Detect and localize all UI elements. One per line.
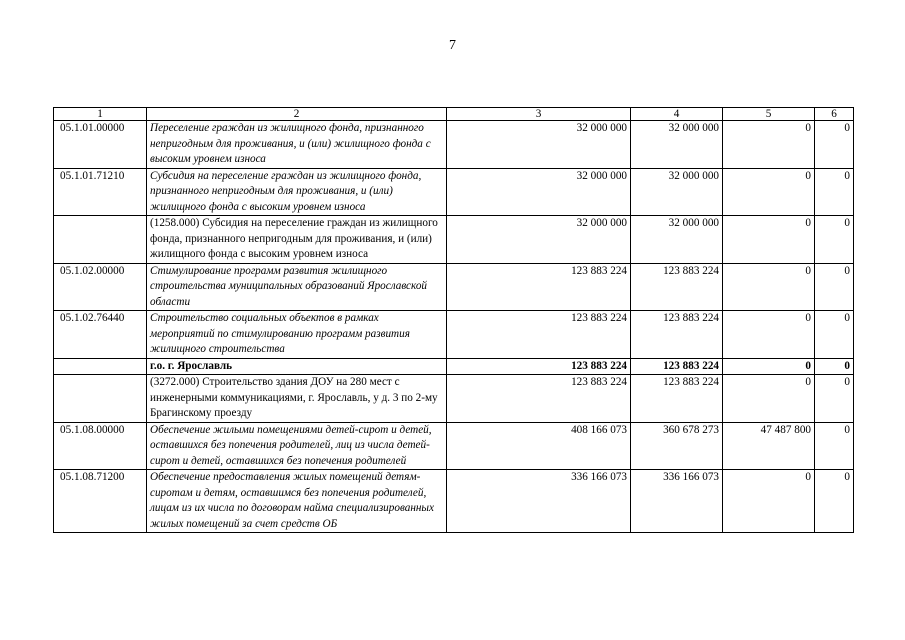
- budget-table: [53, 107, 854, 533]
- table-row: [54, 216, 854, 264]
- name-cell: (3272.000) Строительство здания ДОУ на 280 мест с инженерными коммуникациями, г. Ярославль, у д. 3 по 2-му Брагинскому проезду: [147, 375, 447, 423]
- header-cell-6: 6: [815, 108, 854, 121]
- code-cell: [54, 375, 147, 423]
- table-row: [54, 121, 854, 169]
- table-row: [54, 168, 854, 216]
- table-row: [54, 375, 854, 423]
- table-row: [54, 311, 854, 359]
- amount-col6-cell: 0: [815, 422, 854, 470]
- header-cell-4: 4: [631, 108, 723, 121]
- amount-col6-cell: 0: [815, 311, 854, 359]
- name-cell: Переселение граждан из жилищного фонда, признанного непригодным для проживания, и (или) жилищного фонда с высоким уровнем износа: [147, 121, 447, 169]
- code-cell: 05.1.08.00000: [54, 422, 147, 470]
- amount-col3-cell: 123 883 224: [447, 263, 631, 311]
- amount-col4-cell: 123 883 224: [631, 375, 723, 423]
- amount-col5-cell: 0: [723, 311, 815, 359]
- header-cell-5: 5: [723, 108, 815, 121]
- name-cell: Субсидия на переселение граждан из жилищного фонда, признанного непригодным для проживания, и (или) жилищного фонда с высоким уровнем износа: [147, 168, 447, 216]
- amount-col4-cell: 336 166 073: [631, 470, 723, 533]
- amount-col6-cell: 0: [815, 375, 854, 423]
- amount-col6-cell: 0: [815, 216, 854, 264]
- amount-col4-cell: 123 883 224: [631, 311, 723, 359]
- name-cell: Обеспечение жилыми помещениями детей-сирот и детей, оставшихся без попечения родителей, лиц из числа детей-сирот и детей, оставшихся без попечения родителей: [147, 422, 447, 470]
- header-cell-1: 1: [54, 108, 147, 121]
- table-header-row: [54, 108, 854, 121]
- amount-col4-cell: 32 000 000: [631, 216, 723, 264]
- amount-col5-cell: 0: [723, 358, 815, 375]
- amount-col5-cell: 0: [723, 216, 815, 264]
- amount-col4-cell: 123 883 224: [631, 358, 723, 375]
- code-cell: 05.1.02.00000: [54, 263, 147, 311]
- code-cell: 05.1.08.71200: [54, 470, 147, 533]
- code-cell: [54, 358, 147, 375]
- name-cell: (1258.000) Субсидия на переселение граждан из жилищного фонда, признанного непригодным для проживания, и (или) жилищного фонда с высоким уровнем износа: [147, 216, 447, 264]
- amount-col3-cell: 336 166 073: [447, 470, 631, 533]
- name-cell: Строительство социальных объектов в рамках мероприятий по стимулированию программ развития жилищного строительства: [147, 311, 447, 359]
- amount-col4-cell: 360 678 273: [631, 422, 723, 470]
- amount-col3-cell: 32 000 000: [447, 168, 631, 216]
- code-cell: [54, 216, 147, 264]
- name-cell: Обеспечение предоставления жилых помещений детям-сиротам и детям, оставшимся без попечения родителей, лицам из их числа по договорам найма специализированных жилых помещений за счет средств ОБ: [147, 470, 447, 533]
- table-row: [54, 470, 854, 533]
- code-cell: 05.1.01.71210: [54, 168, 147, 216]
- header-cell-3: 3: [447, 108, 631, 121]
- table-row: [54, 422, 854, 470]
- amount-col6-cell: 0: [815, 168, 854, 216]
- amount-col6-cell: 0: [815, 263, 854, 311]
- amount-col3-cell: 408 166 073: [447, 422, 631, 470]
- amount-col6-cell: 0: [815, 121, 854, 169]
- amount-col5-cell: 0: [723, 375, 815, 423]
- amount-col3-cell: 123 883 224: [447, 311, 631, 359]
- table-row: [54, 263, 854, 311]
- code-cell: 05.1.02.76440: [54, 311, 147, 359]
- amount-col4-cell: 32 000 000: [631, 121, 723, 169]
- amount-col6-cell: 0: [815, 470, 854, 533]
- amount-col5-cell: 47 487 800: [723, 422, 815, 470]
- amount-col3-cell: 32 000 000: [447, 121, 631, 169]
- amount-col5-cell: 0: [723, 168, 815, 216]
- name-cell: г.о. г. Ярославль: [147, 358, 447, 375]
- amount-col3-cell: 123 883 224: [447, 375, 631, 423]
- amount-col5-cell: 0: [723, 470, 815, 533]
- name-cell: Стимулирование программ развития жилищного строительства муниципальных образований Ярославской области: [147, 263, 447, 311]
- amount-col5-cell: 0: [723, 121, 815, 169]
- header-cell-2: 2: [147, 108, 447, 121]
- amount-col3-cell: 32 000 000: [447, 216, 631, 264]
- table-row: [54, 358, 854, 375]
- amount-col4-cell: 123 883 224: [631, 263, 723, 311]
- amount-col3-cell: 123 883 224: [447, 358, 631, 375]
- page-number: 7: [449, 38, 456, 53]
- amount-col4-cell: 32 000 000: [631, 168, 723, 216]
- code-cell: 05.1.01.00000: [54, 121, 147, 169]
- amount-col5-cell: 0: [723, 263, 815, 311]
- amount-col6-cell: 0: [815, 358, 854, 375]
